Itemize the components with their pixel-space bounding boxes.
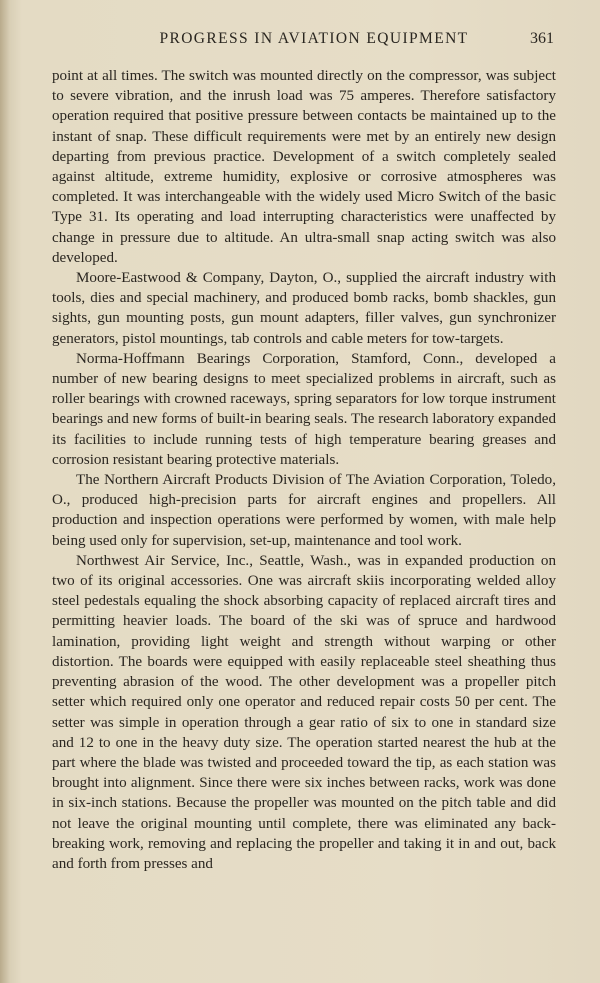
paragraph-northern-aircraft: The Northern Aircraft Products Division of The Aviation Corporation, Toledo, O., produced high-precision parts for aircraft engines and propellers. All production and inspection operations were performed by women, with male help being used only for supervision, set-up, maintenance and tool work. xyxy=(52,472,556,549)
page-header xyxy=(52,30,556,52)
page-body xyxy=(52,66,556,874)
page-number: 361 xyxy=(530,30,554,47)
paragraph-moore-eastwood: Moore-Eastwood & Company, Dayton, O., supplied the aircraft industry with tools, dies and special machinery, and produced bomb racks, bomb shackles, gun sights, gun mounting posts, gun mount adapters, filler valves, gun synchronizer generators, pistol mountings, tab controls and cable meters for tow-targets. xyxy=(52,270,556,347)
paragraph-norma-hoffmann: Norma-Hoffmann Bearings Corporation, Stamford, Conn., developed a number of new bearing designs to meet specialized problems in aircraft, such as roller bearings with crowned raceways, spring separators for low torque instrument bearings and new forms of built-in bearing seals. The research laboratory expanded its facilities to include running tests of high temperature bearing greases and corrosion resistant bearing protective materials. xyxy=(52,350,556,468)
paragraph-northwest-air: Northwest Air Service, Inc., Seattle, Wash., was in expanded production on two of its original accessories. One was aircraft skiis incorporating welded alloy steel pedestals equaling the shock absorbing capacity of replaced aircraft tires and permitting heavier loads. The board of the ski was of spruce and hardwood lamination, providing light weight and strength without warping or other distortion. The boards were equipped with easily replaceable steel sheathing thus preventing abrasion of the wood. The other development was a propeller pitch setter which required only one operator and reduced repair costs 50 per cent. The setter was simple in operation through a gear ratio of six to one in standard size and 12 to one in the heavy duty size. The operation started nearest the hub at the part where the blade was twisted and proceeded toward the tip, as each station was brought into alignment. Since there were six inches between racks, work was done in six-inch stations. Because the propeller was mounted on the pitch table and did not leave the original mounting until complete, there was eliminated any back-breaking work, removing and replacing the propeller and taking it in and out, back and forth from presses and xyxy=(52,552,556,872)
paragraph-switch-continued: point at all times. The switch was mounted directly on the compressor, was subject to severe vibration, and the inrush load was 75 amperes. Therefore satisfactory operation required that positive pressure between contacts be maintained up to the instant of snap. These difficult requirements were met by an entirely new design departing from previous practice. Development of a switch completely sealed against altitude, extreme humidity, explosive or corrosive atmospheres was completed. It was interchangeable with the widely used Micro Switch of the basic Type 31. Its operating and load interrupting characteristics were unaffected by change in pressure due to altitude. An ultra-small snap acting switch was also developed. xyxy=(52,68,556,266)
running-title: PROGRESS IN AVIATION EQUIPMENT xyxy=(159,30,469,47)
